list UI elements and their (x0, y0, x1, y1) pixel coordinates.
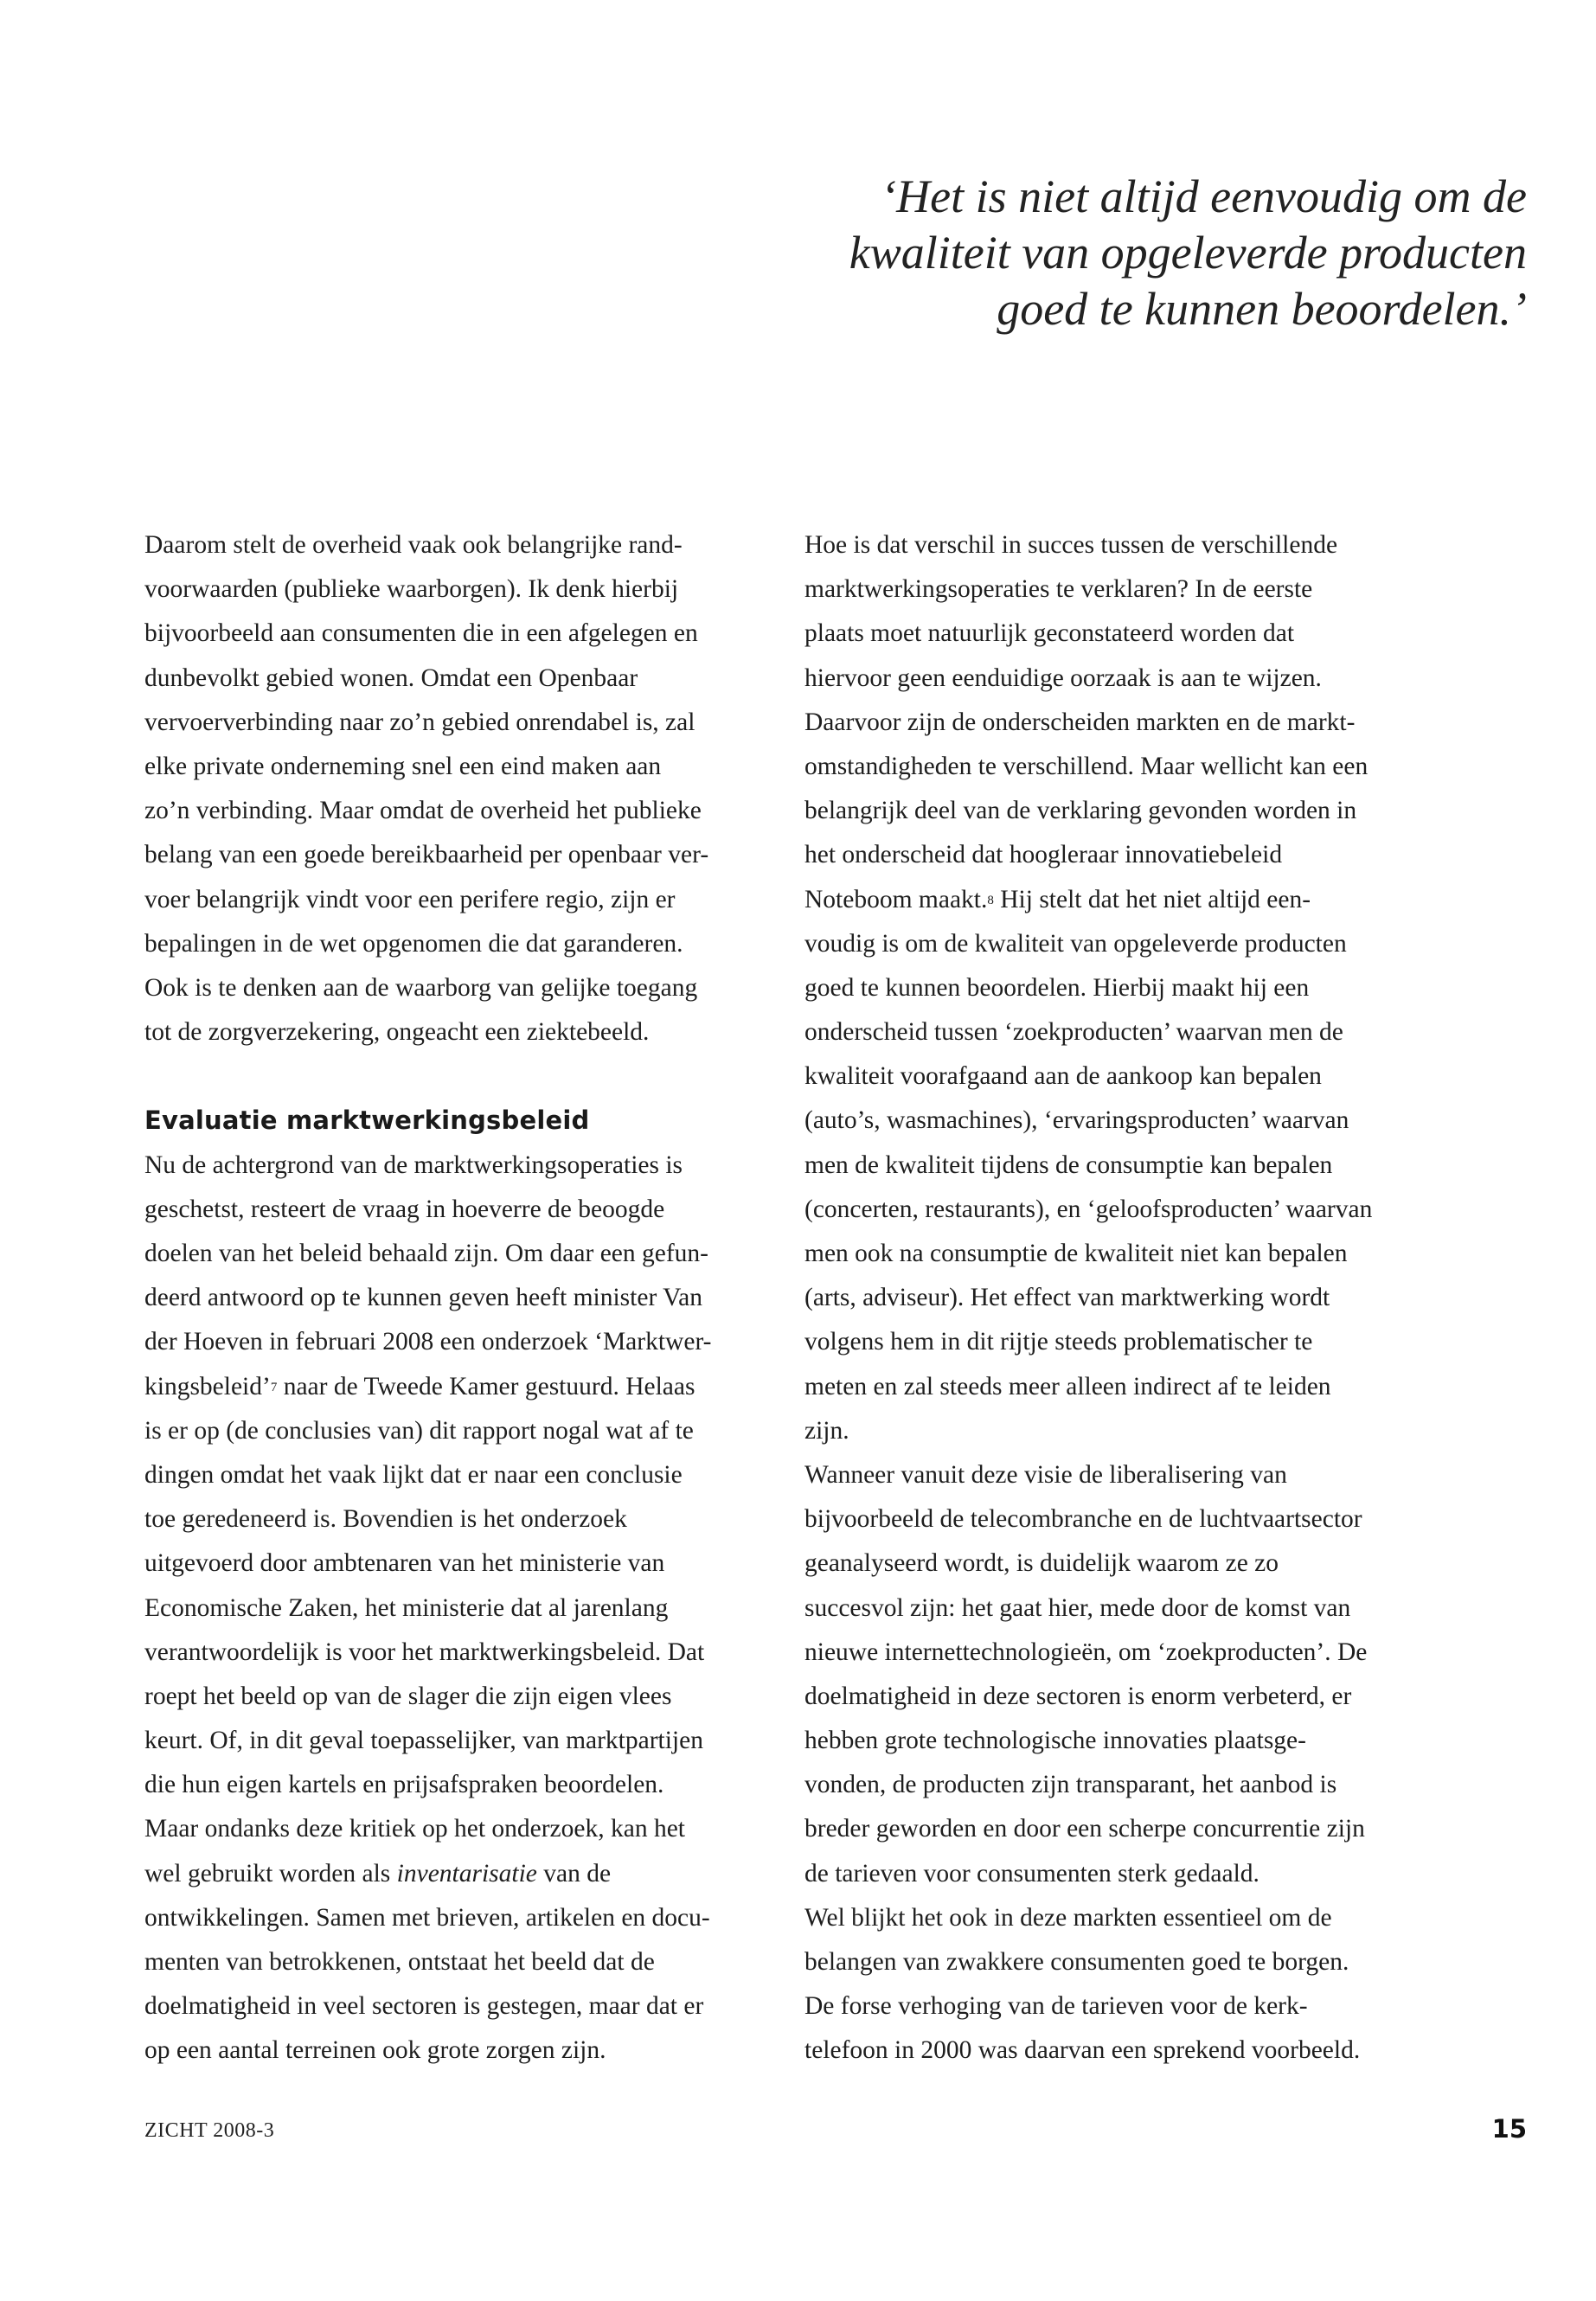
text-line: der Hoeven in februari 2008 een onderzoek ‘Marktwer- (144, 1328, 712, 1356)
text-line: succesvol zijn: het gaat hier, mede door de komst van (804, 1593, 1351, 1622)
text-line: dingen omdat het vaak lijkt dat er naar een conclusie (144, 1460, 683, 1489)
text-line: goed te kunnen beoordelen. Hierbij maakt hij een (804, 973, 1310, 1002)
left-column (144, 523, 767, 2073)
text-line: belang van een goede bereikbaarheid per openbaar ver- (144, 841, 709, 869)
footnote-line-7: kingsbeleid’$^7$ naar de Tweede Kamer gestuurd. Helaas (144, 1372, 695, 1400)
footnote-ref-7[interactable]: 7 (270, 1380, 278, 1394)
text-line: men de kwaliteit tijdens de consumptie kan bepalen (804, 1150, 1333, 1179)
text-line: Daarvoor zijn de onderscheiden markten en de markt- (804, 708, 1356, 736)
text-line: roept het beeld op van de slager die zijn eigen vlees (144, 1682, 672, 1710)
text-line: deerd antwoord op te kunnen geven heeft minister Van (144, 1284, 702, 1312)
text-line: doelmatigheid in deze sectoren is enorm verbeterd, er (804, 1682, 1352, 1710)
text-line: voorwaarden (publieke waarborgen). Ik denk hierbij (144, 575, 679, 604)
text-line: bijvoorbeeld aan consumenten die in een afgelegen en (144, 619, 698, 648)
text-line: voudig is om de kwaliteit van opgeleverde producten (804, 929, 1347, 958)
text-line: hiervoor geen eenduidige oorzaak is aan te wijzen. (804, 663, 1322, 692)
text-line: men ook na consumptie de kwaliteit niet kan bepalen (804, 1240, 1348, 1267)
text-line: verantwoordelijk is voor het marktwerkingsbeleid. Dat (144, 1638, 705, 1666)
paragraph-spacer (144, 1054, 767, 1099)
footnote-line-8: Noteboom maakt.$^8$ Hij stelt dat het niet altijd een- (804, 885, 1311, 913)
text-line: menten van betrokkenen, ontstaat het beeld dat de (144, 1948, 655, 1976)
text-line: toe geredeneerd is. Bovendien is het onderzoek (144, 1505, 627, 1534)
text-line: vervoerverbinding naar zo’n gebied onrendabel is, zal (144, 708, 695, 736)
text-line: volgens hem in dit rijtje steeds problematischer te (804, 1328, 1313, 1356)
text-line: vonden, de producten zijn transparant, het aanbod is (804, 1771, 1337, 1799)
italic-term: inventarisatie (396, 1859, 537, 1888)
italic-line: wel gebruikt worden als inventarisatie van de (144, 1859, 612, 1888)
text-line: Nu de achtergrond van de marktwerkingsoperaties is (144, 1150, 683, 1179)
text-line: Ook is te denken aan de waarborg van gelijke toegang (144, 973, 698, 1002)
text-line: geanalyseerd wordt, is duidelijk waarom ze zo (804, 1549, 1279, 1578)
text-line: (concerten, restaurants), en ‘geloofsproducten’ waarvan (804, 1195, 1373, 1223)
text-line: bepalingen in de wet opgenomen die dat garanderen. (144, 929, 683, 958)
pull-quote (662, 169, 1527, 337)
text-line: Hoe is dat verschil in succes tussen de verschillende (804, 531, 1338, 559)
text-line: uitgevoerd door ambtenaren van het ministerie van (144, 1549, 665, 1578)
text-line: hebben grote technologische innovaties plaatsge- (804, 1727, 1306, 1755)
right-paragraph-2 (804, 1453, 1427, 1896)
text-line: keurt. Of, in dit geval toepasselijker, van marktpartijen (144, 1727, 703, 1755)
text-line: zijn. (804, 1416, 849, 1445)
text-line: de tarieven voor consumenten sterk gedaald. (804, 1859, 1259, 1888)
text-line: elke private onderneming snel een eind maken aan (144, 752, 662, 780)
text-line: (arts, adviseur). Het effect van marktwerking wordt (804, 1284, 1330, 1312)
text-line: tot de zorgverzekering, ongeacht een ziektebeeld. (144, 1018, 650, 1047)
right-column (804, 523, 1427, 2073)
section-heading: Evaluatie marktwerkingsbeleid (144, 1106, 590, 1136)
text-line: Wel blijkt het ook in deze markten essentieel om de (804, 1903, 1332, 1932)
publication-footer: ZICHT 2008-3 (144, 2119, 275, 2142)
text-line: belangrijk deel van de verklaring gevonden worden in (804, 797, 1357, 825)
text-line: die hun eigen kartels en prijsafspraken beoordelen. (144, 1771, 664, 1799)
text-line: kwaliteit voorafgaand aan de aankoop kan bepalen (804, 1062, 1322, 1091)
text-line: geschetst, resteert de vraag in hoeverre de beoogde (144, 1195, 665, 1223)
text-line: bijvoorbeeld de telecombranche en de luchtvaartsector (804, 1505, 1362, 1534)
text-line: belangen van zwakkere consumenten goed te borgen. (804, 1948, 1349, 1976)
text-line: voer belangrijk vindt voor een perifere regio, zijn er (144, 885, 676, 913)
text-line: (auto’s, wasmachines), ‘ervaringsproducten’ waarvan (804, 1106, 1349, 1135)
text-line: op een aantal terreinen ook grote zorgen zijn. (144, 2036, 606, 2065)
text-line: Daarom stelt de overheid vaak ook belangrijke rand- (144, 531, 683, 559)
text-line: Maar ondanks deze kritiek op het onderzoek, kan het (144, 1815, 686, 1843)
text-line: ontwikkelingen. Samen met brieven, artikelen en docu- (144, 1903, 710, 1932)
text-line: zo’n verbinding. Maar omdat de overheid het publieke (144, 797, 702, 825)
text-line: Wanneer vanuit deze visie de liberalisering van (804, 1460, 1287, 1489)
text-line: De forse verhoging van de tarieven voor de kerk- (804, 1992, 1308, 2021)
text-line: marktwerkingsoperaties te verklaren? In de eerste (804, 575, 1313, 604)
right-paragraph-1-part-2 (804, 922, 1427, 1453)
left-paragraph-1 (144, 523, 767, 1054)
text-line: het onderscheid dat hoogleraar innovatiebeleid (804, 841, 1283, 869)
text-line: nieuwe internettechnologieën, om ‘zoekproducten’. De (804, 1638, 1368, 1666)
text-line: doelmatigheid in veel sectoren is gestegen, maar dat er (144, 1992, 704, 2021)
right-paragraph-1-part-1 (804, 523, 1427, 878)
pull-quote-line: ‘Het is niet altijd eenvoudig om de (881, 170, 1527, 222)
text-line: doelen van het beleid behaald zijn. Om daar een gefun- (144, 1240, 708, 1267)
text-line: omstandigheden te verschillend. Maar wellicht kan een (804, 752, 1368, 780)
left-paragraph-2-part-1 (144, 1144, 767, 1365)
text-line: telefoon in 2000 was daarvan een sprekend voorbeeld. (804, 2036, 1361, 2065)
text-line: is er op (de conclusies van) dit rapport nogal wat af te (144, 1416, 694, 1445)
text-line: onderscheid tussen ‘zoekproducten’ waarvan men de (804, 1018, 1343, 1047)
text-line: plaats moet natuurlijk geconstateerd worden dat (804, 619, 1295, 648)
pull-quote-line: goed te kunnen beoordelen.’ (997, 283, 1527, 335)
right-paragraph-3 (804, 1896, 1427, 2073)
text-line: meten en zal steeds meer alleen indirect af te leiden (804, 1372, 1331, 1400)
left-paragraph-2-part-2 (144, 1409, 767, 1852)
text-line: Economische Zaken, het ministerie dat al jarenlang (144, 1593, 669, 1622)
page-number: 15 (1491, 2114, 1527, 2144)
pull-quote-line: kwaliteit van opgeleverde producten (849, 227, 1527, 279)
text-line: breder geworden en door een scherpe concurrentie zijn (804, 1815, 1365, 1843)
left-paragraph-2-part-3 (144, 1896, 767, 2073)
text-line: dunbevolkt gebied wonen. Omdat een Openbaar (144, 663, 638, 692)
footnote-ref-8[interactable]: 8 (987, 893, 994, 907)
